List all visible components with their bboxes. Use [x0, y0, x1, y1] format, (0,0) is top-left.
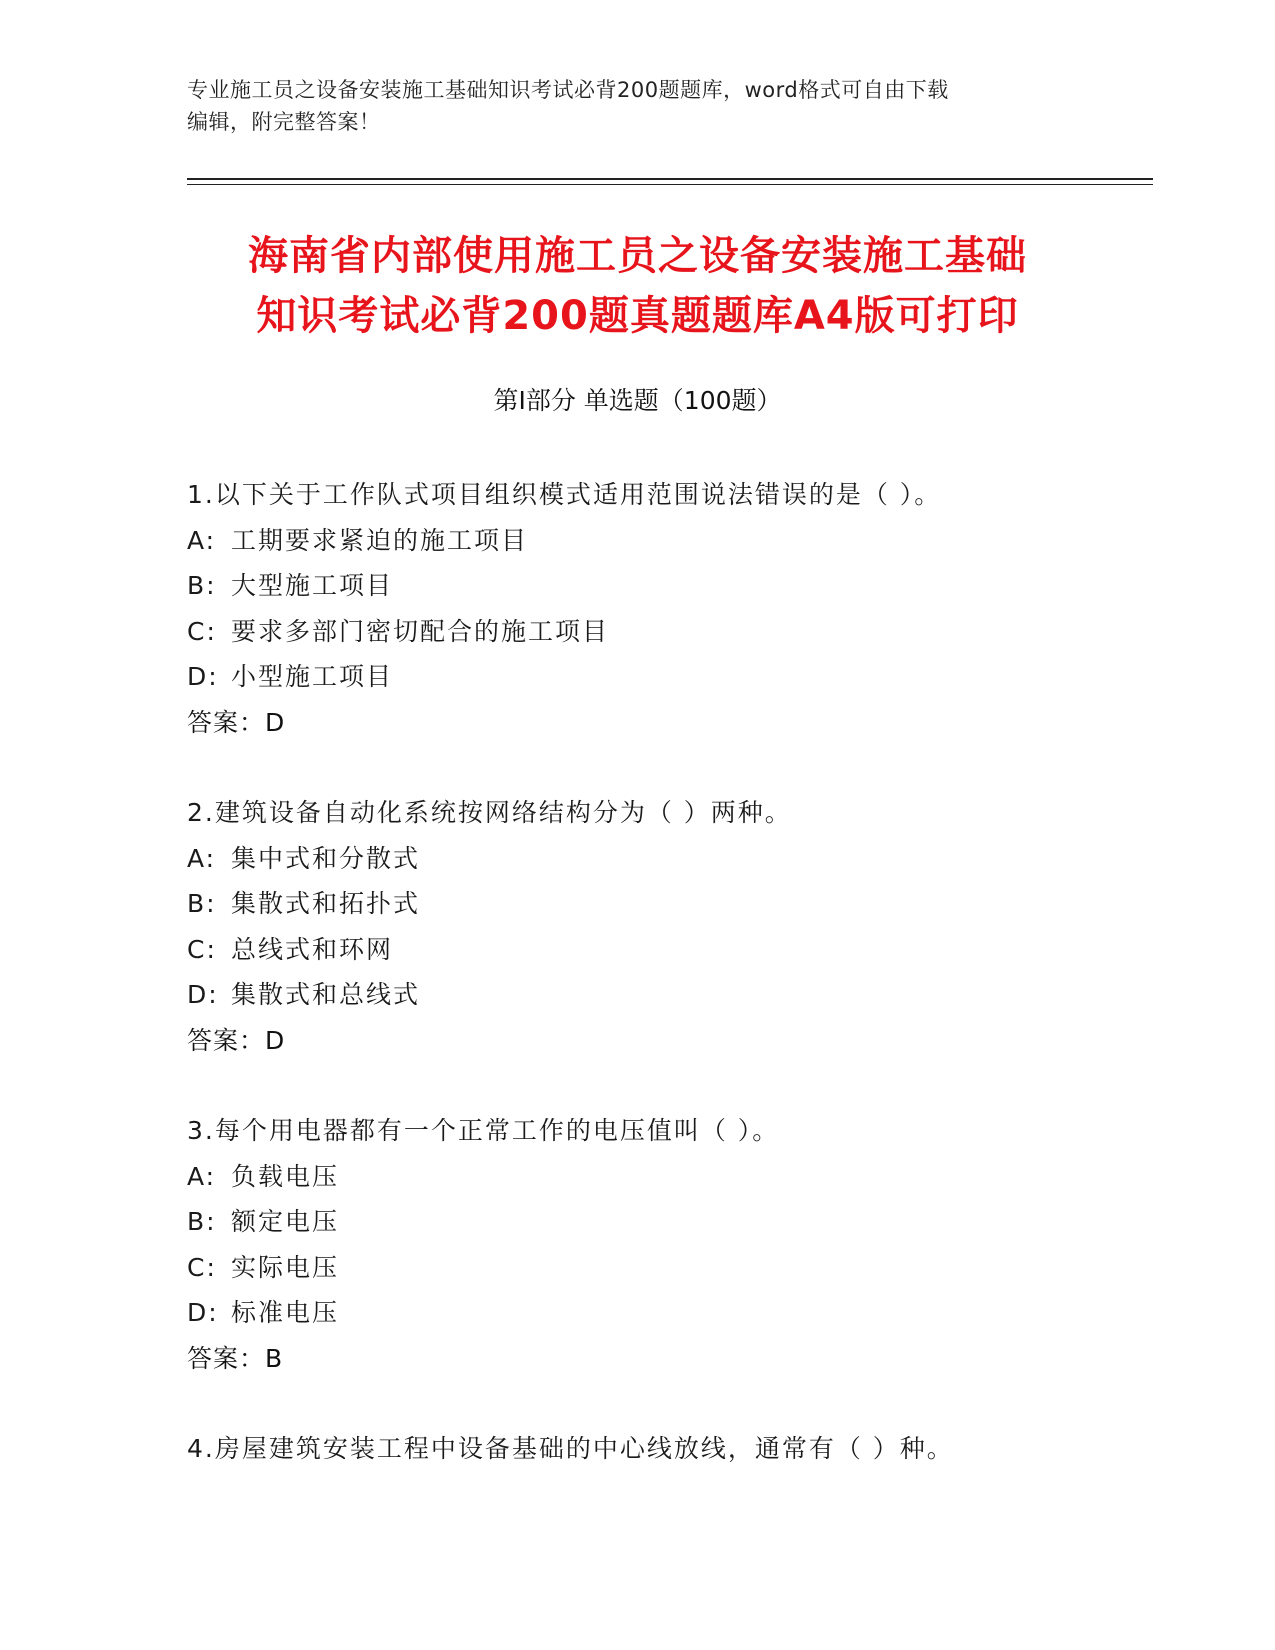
option-key: C:	[187, 934, 217, 964]
answer-label: 答案：D	[187, 707, 286, 737]
option-text: 集散式和总线式	[231, 980, 421, 1009]
option-b	[187, 563, 1147, 609]
header-divider-thin	[187, 184, 1153, 185]
option-key: B:	[187, 571, 217, 600]
option-text: 集中式和分散式	[231, 843, 421, 873]
option-c	[187, 1245, 1147, 1291]
header-divider-thick	[187, 178, 1153, 180]
option-text: 实际电压	[231, 1252, 340, 1282]
option-d	[187, 654, 1147, 700]
document-title-line-2: 知识考试必背200题真题题库A4版可打印	[256, 293, 1019, 339]
header-note	[187, 74, 1087, 138]
answer-label: 答案：D	[187, 1025, 286, 1055]
option-key: C:	[187, 616, 217, 646]
option-b	[187, 1199, 1147, 1245]
question-stem: 2.建筑设备自动化系统按网络结构分为（ ）两种。	[187, 798, 792, 827]
document-title-line-1: 海南省内部使用施工员之设备安装施工基础	[248, 233, 1027, 279]
option-text: 标准电压	[231, 1298, 340, 1327]
option-c	[187, 609, 1147, 655]
option-key: D:	[187, 980, 219, 1009]
option-text: 负载电压	[231, 1161, 340, 1191]
option-b	[187, 881, 1147, 927]
option-text: 工期要求紧迫的施工项目	[231, 525, 529, 555]
option-d	[187, 972, 1147, 1018]
option-key: B:	[187, 889, 217, 918]
question-stem: 1.以下关于工作队式项目组织模式适用范围说法错误的是（ ）。	[187, 480, 942, 509]
option-key: C:	[187, 1252, 217, 1282]
document-title	[150, 226, 1125, 346]
answer-label: 答案：B	[187, 1343, 284, 1373]
option-key: A:	[187, 843, 217, 873]
option-c	[187, 927, 1147, 973]
option-key: A:	[187, 1161, 217, 1191]
question-item	[187, 1108, 1147, 1381]
option-a	[187, 1154, 1147, 1200]
question-item	[187, 790, 1147, 1063]
question-stem: 4.房屋建筑安装工程中设备基础的中心线放线，通常有（ ）种。	[187, 1434, 954, 1463]
question-item	[187, 472, 1147, 745]
question-stem: 3.每个用电器都有一个正常工作的电压值叫（ ）。	[187, 1116, 780, 1145]
option-key: D:	[187, 662, 219, 691]
header-note-line-2: 编辑，附完整答案！	[187, 110, 381, 134]
option-text: 总线式和环网	[231, 934, 394, 964]
header-note-line-1: 专业施工员之设备安装施工基础知识考试必背200题题库，word格式可自由下载	[187, 78, 949, 102]
question-list	[187, 472, 1147, 1517]
question-item	[187, 1426, 1147, 1472]
option-text: 集散式和拓扑式	[231, 889, 421, 918]
option-a	[187, 836, 1147, 882]
option-a	[187, 518, 1147, 564]
section-heading: 第Ⅰ部分 单选题（100题）	[493, 386, 782, 415]
option-key: A:	[187, 525, 217, 555]
option-text: 要求多部门密切配合的施工项目	[231, 616, 610, 646]
option-text: 小型施工项目	[231, 662, 394, 691]
option-key: D:	[187, 1298, 219, 1327]
option-text: 大型施工项目	[231, 571, 394, 600]
option-key: B:	[187, 1207, 217, 1236]
option-d	[187, 1290, 1147, 1336]
option-text: 额定电压	[231, 1207, 340, 1236]
